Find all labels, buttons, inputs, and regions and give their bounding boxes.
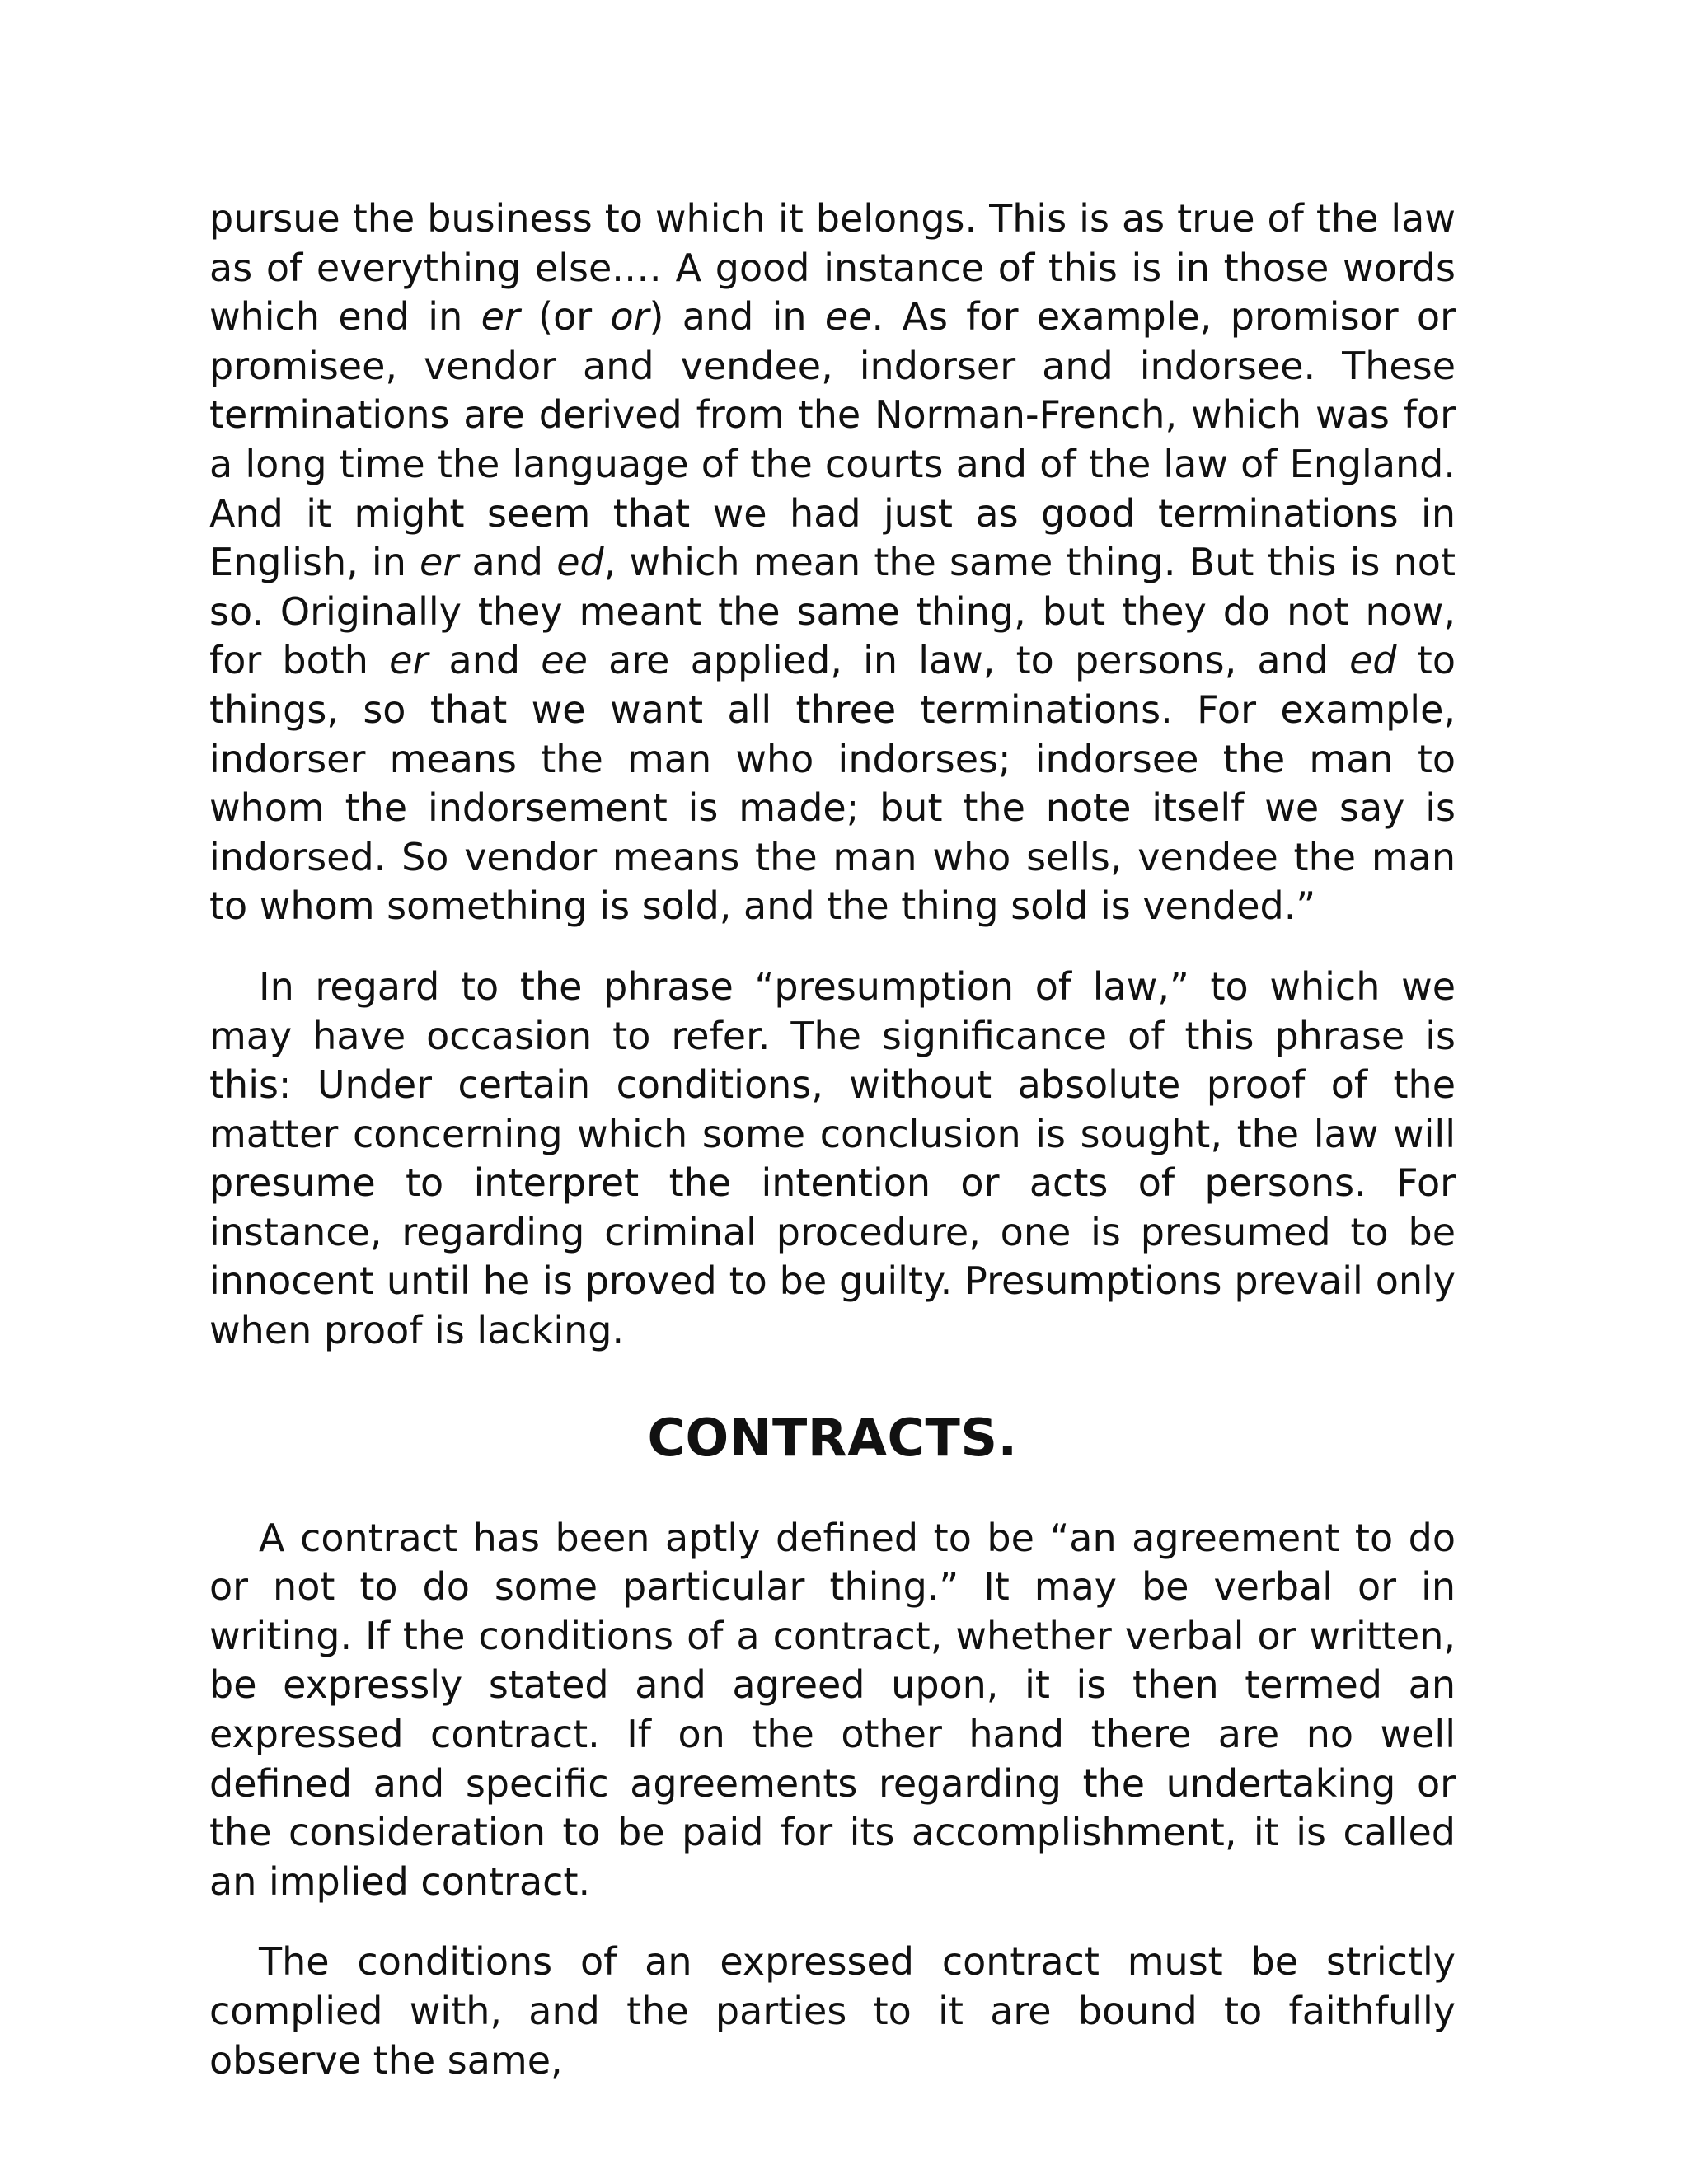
text-run: and bbox=[458, 540, 557, 585]
text-run: . As for example, promisor or promisee, vendor and vendee, indorser and indorsee. These terminations are derived from the Norman-French, which was for a long time the language of the courts and of the law of England. And it might seem that we had just as good terminations in English, in bbox=[209, 294, 1456, 585]
paragraph-contract-definition: A contract has been aptly defined to be “an agreement to do or not to do some particular thing.” It may be verbal or in writing. If the conditions of a contract, whether verbal or written, be expressly stated and agreed upon, it is then termed an expressed contract. If on the other hand there are no well defined and specific agreements regarding the undertaking or the consideration to be paid for its accomplishment, it is called an implied contract. bbox=[209, 1515, 1456, 1904]
section-heading: CONTRACTS. bbox=[647, 1407, 1018, 1468]
text-run: ) and in bbox=[649, 294, 825, 340]
page-body bbox=[209, 194, 1456, 2085]
paragraph-termination-words bbox=[209, 194, 1456, 931]
text-run: to things, so that we want all three terminations. For example, indorser means the man who indorses; indorsee the man to whom the indorsement is made; but the note itself we say is indorsed. So vendor means the man who sells, vendee the man to whom something is sold, and the thing sold is vended.” bbox=[209, 638, 1456, 929]
italic-term: ee bbox=[541, 638, 588, 683]
italic-term: ed bbox=[556, 540, 604, 585]
paragraph-expressed-contract: The conditions of an expressed contract must be strictly complied with, and the parties to it are bound to faithfully observe the same, bbox=[209, 1939, 1456, 2083]
italic-term: ed bbox=[1349, 638, 1397, 683]
italic-term: er bbox=[420, 540, 459, 585]
italic-term: ee bbox=[824, 294, 872, 340]
text-run: are applied, in law, to persons, and bbox=[587, 638, 1350, 683]
italic-term: er bbox=[481, 294, 520, 340]
text-run: pursue the business to which it belongs. This is as true of the law as of everything else.… A good instance of this is in those words which end in bbox=[209, 196, 1456, 340]
paragraph-presumption-of-law: In regard to the phrase “presumption of law,” to which we may have occasion to refer. The significance of this phrase is this: Under certain conditions, without absolute proof of the matter concerning which some conclusion is sought, the law will presume to interpret the intention or acts of persons. For instance, regarding criminal procedure, one is presumed to be innocent until he is proved to be guilty. Presumptions prevail only when proof is lacking. bbox=[209, 963, 1456, 1353]
italic-term: er bbox=[389, 638, 429, 683]
italic-term: or bbox=[610, 294, 649, 340]
text-run: , which mean the same thing. But this is not so. Originally they meant the same thing, but they do not now, for both bbox=[209, 540, 1456, 683]
text-run: and bbox=[428, 638, 542, 683]
text-run: (or bbox=[519, 294, 611, 340]
